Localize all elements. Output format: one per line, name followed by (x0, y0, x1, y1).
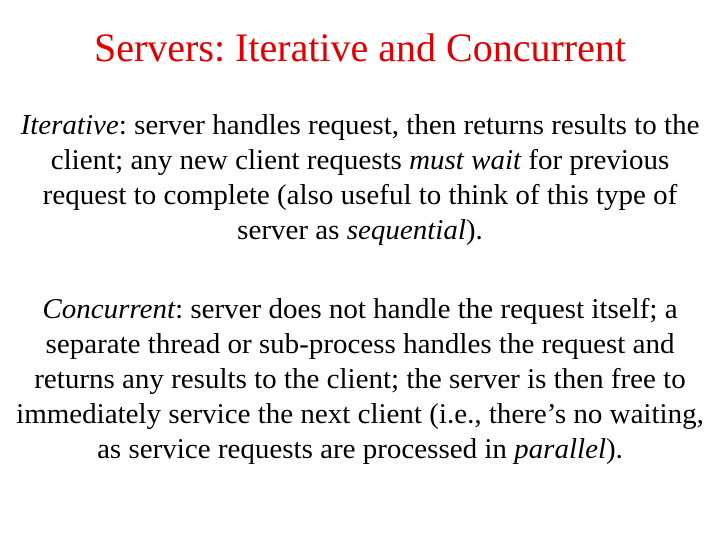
iterative-text-2: for previous request to complete (also useful to think of this type of server as (42, 144, 685, 246)
slide-title: Servers: Iterative and Concurrent (93, 25, 626, 70)
sequential-term: sequential (346, 214, 466, 246)
concurrent-term: Concurrent (42, 293, 176, 325)
parallel-term: parallel (514, 433, 607, 465)
concurrent-paragraph (8, 292, 712, 467)
iterative-text-1: : server handles request, then returns results to the client; any new client requests (50, 109, 707, 176)
iterative-term: Iterative (20, 109, 119, 141)
must-wait-emphasis: must wait (409, 144, 522, 176)
concurrent-text-1: : server does not handle the request itself; a separate thread or sub-process handles the request and returns any results to the client; the server is then free to immediately service the next client (i.e., there’s no waiting, as service requests are processed in (16, 293, 712, 465)
concurrent-text-2: ). (606, 433, 623, 465)
iterative-paragraph (8, 108, 712, 248)
iterative-text-3: ). (465, 214, 483, 246)
